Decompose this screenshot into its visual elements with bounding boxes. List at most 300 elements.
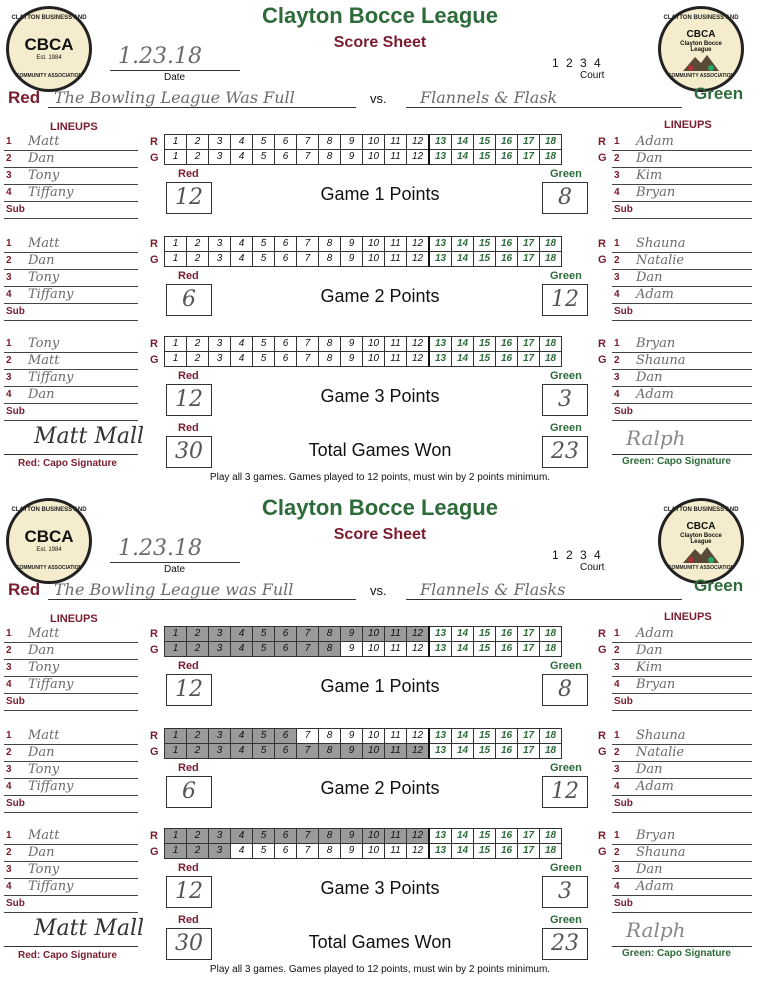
mountain-icon xyxy=(683,545,719,563)
score-cell[interactable]: 9 xyxy=(341,729,363,744)
score-cell[interactable]: 13 xyxy=(429,337,452,352)
score-cell[interactable]: 11 xyxy=(385,337,407,352)
score-cell[interactable]: 17 xyxy=(518,729,540,744)
player-name: Matt xyxy=(28,626,60,641)
score-cell[interactable]: 4 xyxy=(231,627,253,642)
row-label-green: G xyxy=(598,746,607,758)
player-name: Shauna xyxy=(636,353,686,368)
score-cell[interactable]: 14 xyxy=(452,744,474,759)
score-cell[interactable]: 3 xyxy=(209,237,231,252)
score-cell[interactable]: 3 xyxy=(209,729,231,744)
red-lineup-row xyxy=(4,677,138,694)
score-cell[interactable]: 17 xyxy=(518,135,540,150)
lineup-number: 4 xyxy=(614,389,620,400)
red-lineup-row xyxy=(4,862,138,879)
score-cell[interactable]: 10 xyxy=(363,642,385,657)
score-cell[interactable]: 16 xyxy=(496,337,518,352)
score-cell[interactable]: 17 xyxy=(518,237,540,252)
score-cell[interactable]: 8 xyxy=(319,352,341,367)
player-name: Shauna xyxy=(636,728,686,743)
score-cell[interactable]: 1 xyxy=(165,627,187,642)
score-cell[interactable]: 18 xyxy=(540,829,562,844)
row-label-green: G xyxy=(598,152,607,164)
score-cell[interactable]: 18 xyxy=(540,237,562,252)
score-cell[interactable]: 13 xyxy=(429,135,452,150)
game-points-label: Game 3 Points xyxy=(320,878,440,898)
red-lineup-row xyxy=(4,336,138,353)
lineup-number: 4 xyxy=(6,289,12,300)
score-cell[interactable]: 18 xyxy=(540,627,562,642)
score-cell[interactable]: 14 xyxy=(452,237,474,252)
score-cell[interactable]: 6 xyxy=(275,135,297,150)
score-cell[interactable]: 17 xyxy=(518,150,540,165)
score-cell[interactable]: 11 xyxy=(385,744,407,759)
score-cell[interactable]: 2 xyxy=(187,642,209,657)
score-cell[interactable]: 9 xyxy=(341,237,363,252)
score-cell[interactable]: 15 xyxy=(474,252,496,267)
score-cell[interactable]: 17 xyxy=(518,352,540,367)
score-cell[interactable]: 18 xyxy=(540,844,562,859)
score-cell[interactable]: 2 xyxy=(187,627,209,642)
score-cell[interactable]: 8 xyxy=(319,252,341,267)
green-signature-line xyxy=(612,454,752,455)
score-cell[interactable]: 3 xyxy=(209,829,231,844)
lineup-number: 1 xyxy=(614,338,620,349)
score-cell[interactable]: 9 xyxy=(341,337,363,352)
vs-label: vs. xyxy=(370,583,387,598)
score-cell[interactable]: 4 xyxy=(231,237,253,252)
score-cell[interactable]: 8 xyxy=(319,729,341,744)
player-name: Tony xyxy=(28,168,60,183)
score-cell[interactable]: 14 xyxy=(452,829,474,844)
player-name: Kim xyxy=(636,660,663,675)
score-cell[interactable]: 13 xyxy=(429,627,452,642)
score-cell[interactable]: 2 xyxy=(187,829,209,844)
score-cell[interactable]: 7 xyxy=(297,237,319,252)
score-cell[interactable]: 5 xyxy=(253,729,275,744)
score-cell[interactable]: 8 xyxy=(319,844,341,859)
score-cell[interactable]: 15 xyxy=(474,352,496,367)
score-cell[interactable]: 9 xyxy=(341,252,363,267)
green-sub-row xyxy=(612,304,752,321)
sub-label: Sub xyxy=(614,898,633,909)
score-cell[interactable]: 15 xyxy=(474,135,496,150)
score-cell[interactable]: 18 xyxy=(540,135,562,150)
score-cell[interactable]: 5 xyxy=(253,744,275,759)
score-cell[interactable]: 1 xyxy=(165,642,187,657)
lineup-number: 4 xyxy=(6,881,12,892)
score-cell[interactable]: 10 xyxy=(363,627,385,642)
score-cell[interactable]: 10 xyxy=(363,744,385,759)
score-cell[interactable]: 2 xyxy=(187,252,209,267)
lineup-number: 4 xyxy=(6,781,12,792)
green-lineup-row xyxy=(612,185,752,202)
score-cell[interactable]: 7 xyxy=(297,135,319,150)
score-cell[interactable]: 2 xyxy=(187,337,209,352)
player-name: Tiffany xyxy=(28,370,74,385)
score-cell[interactable]: 12 xyxy=(407,844,430,859)
red-points-label: Red xyxy=(178,862,199,874)
score-cell[interactable]: 18 xyxy=(540,642,562,657)
score-cell[interactable]: 13 xyxy=(429,252,452,267)
score-cell[interactable]: 4 xyxy=(231,135,253,150)
score-cell[interactable]: 7 xyxy=(297,829,319,844)
score-cell[interactable]: 12 xyxy=(407,352,430,367)
score-cell[interactable]: 2 xyxy=(187,237,209,252)
score-cell[interactable]: 12 xyxy=(407,627,430,642)
score-cell[interactable]: 10 xyxy=(363,337,385,352)
green-lineup-row xyxy=(612,236,752,253)
score-cell[interactable]: 1 xyxy=(165,352,187,367)
score-cell[interactable]: 15 xyxy=(474,642,496,657)
court-numbers: 1 2 3 4 xyxy=(552,548,601,562)
score-cell[interactable]: 4 xyxy=(231,252,253,267)
lineup-number: 3 xyxy=(6,170,12,181)
player-name: Matt xyxy=(28,134,60,149)
score-cell[interactable]: 5 xyxy=(253,150,275,165)
score-cell[interactable]: 6 xyxy=(275,252,297,267)
score-cell[interactable]: 14 xyxy=(452,729,474,744)
score-cell[interactable]: 17 xyxy=(518,829,540,844)
score-cell[interactable]: 12 xyxy=(407,337,430,352)
score-cell[interactable]: 18 xyxy=(540,729,562,744)
score-cell[interactable]: 7 xyxy=(297,642,319,657)
lineup-number: 3 xyxy=(6,764,12,775)
score-cell[interactable]: 9 xyxy=(341,627,363,642)
score-cell[interactable]: 13 xyxy=(429,237,452,252)
score-cell[interactable]: 6 xyxy=(275,729,297,744)
score-cell[interactable]: 8 xyxy=(319,135,341,150)
green-lineup-row xyxy=(612,151,752,168)
score-cell[interactable]: 15 xyxy=(474,744,496,759)
score-cell[interactable]: 13 xyxy=(429,844,452,859)
score-cell[interactable]: 1 xyxy=(165,237,187,252)
row-label-green: G xyxy=(598,644,607,656)
score-cell[interactable]: 8 xyxy=(319,337,341,352)
score-cell[interactable]: 7 xyxy=(297,150,319,165)
lineup-number: 4 xyxy=(6,389,12,400)
score-cell[interactable]: 12 xyxy=(407,252,430,267)
score-cell[interactable]: 4 xyxy=(231,729,253,744)
score-cell[interactable]: 7 xyxy=(297,729,319,744)
score-cell[interactable]: 2 xyxy=(187,844,209,859)
score-cell[interactable]: 14 xyxy=(452,352,474,367)
green-points-box: 3 xyxy=(542,384,588,416)
score-cell[interactable]: 8 xyxy=(319,829,341,844)
score-cell[interactable]: 6 xyxy=(275,844,297,859)
score-cell[interactable]: 15 xyxy=(474,237,496,252)
red-lineup-row xyxy=(4,151,138,168)
lineup-number: 1 xyxy=(6,338,12,349)
score-cell[interactable]: 11 xyxy=(385,252,407,267)
score-cell[interactable]: 11 xyxy=(385,237,407,252)
red-team-line xyxy=(48,107,356,108)
lineup-number: 1 xyxy=(614,730,620,741)
score-cell[interactable]: 17 xyxy=(518,337,540,352)
score-cell[interactable]: 14 xyxy=(452,642,474,657)
score-cell[interactable]: 7 xyxy=(297,252,319,267)
player-name: Adam xyxy=(636,879,674,894)
score-cell[interactable]: 5 xyxy=(253,844,275,859)
score-cell[interactable]: 16 xyxy=(496,729,518,744)
red-lineup-row xyxy=(4,185,138,202)
score-cell[interactable]: 1 xyxy=(165,135,187,150)
score-cell[interactable]: 14 xyxy=(452,627,474,642)
score-grid xyxy=(164,728,562,759)
score-cell[interactable]: 17 xyxy=(518,627,540,642)
score-cell[interactable]: 6 xyxy=(275,642,297,657)
player-name: Matt xyxy=(28,236,60,251)
score-cell[interactable]: 4 xyxy=(231,744,253,759)
score-cell[interactable]: 9 xyxy=(341,642,363,657)
score-cell[interactable]: 16 xyxy=(496,252,518,267)
score-cell[interactable]: 9 xyxy=(341,135,363,150)
league-title: Clayton Bocce League xyxy=(262,3,498,28)
score-cell[interactable]: 4 xyxy=(231,337,253,352)
score-cell[interactable]: 15 xyxy=(474,627,496,642)
score-cell[interactable]: 6 xyxy=(275,150,297,165)
total-games-label: Total Games Won xyxy=(308,932,452,952)
date-line xyxy=(110,562,240,563)
score-cell[interactable]: 10 xyxy=(363,352,385,367)
score-cell[interactable]: 16 xyxy=(496,135,518,150)
score-cell[interactable]: 9 xyxy=(341,829,363,844)
score-cell[interactable]: 5 xyxy=(253,237,275,252)
score-cell[interactable]: 5 xyxy=(253,135,275,150)
score-cell[interactable]: 6 xyxy=(275,237,297,252)
vs-label: vs. xyxy=(370,91,387,106)
score-cell[interactable]: 12 xyxy=(407,729,430,744)
red-label: Red xyxy=(8,580,41,599)
score-cell[interactable]: 12 xyxy=(407,150,430,165)
score-cell[interactable]: 13 xyxy=(429,829,452,844)
green-lineup-row xyxy=(612,353,752,370)
score-cell[interactable]: 15 xyxy=(474,337,496,352)
score-cell[interactable]: 11 xyxy=(385,729,407,744)
score-cell[interactable]: 6 xyxy=(275,352,297,367)
score-cell[interactable]: 10 xyxy=(363,829,385,844)
score-cell[interactable]: 11 xyxy=(385,627,407,642)
score-cell[interactable]: 4 xyxy=(231,150,253,165)
score-cell[interactable]: 12 xyxy=(407,135,430,150)
score-cell[interactable]: 9 xyxy=(341,150,363,165)
score-cell[interactable]: 12 xyxy=(407,237,430,252)
score-cell[interactable]: 9 xyxy=(341,352,363,367)
score-cell[interactable]: 11 xyxy=(385,642,407,657)
score-cell[interactable]: 5 xyxy=(253,252,275,267)
score-cell[interactable]: 16 xyxy=(496,642,518,657)
score-grid-row-green xyxy=(165,352,562,367)
score-cell[interactable]: 3 xyxy=(209,135,231,150)
date-line xyxy=(110,70,240,71)
score-cell[interactable]: 18 xyxy=(540,352,562,367)
score-cell[interactable]: 8 xyxy=(319,627,341,642)
red-team-name: The Bowling League Was Full xyxy=(54,88,295,107)
score-cell[interactable]: 18 xyxy=(540,744,562,759)
score-cell[interactable]: 13 xyxy=(429,150,452,165)
score-cell[interactable]: 14 xyxy=(452,844,474,859)
score-cell[interactable]: 13 xyxy=(429,642,452,657)
score-cell[interactable]: 5 xyxy=(253,829,275,844)
score-cell[interactable]: 4 xyxy=(231,829,253,844)
score-cell[interactable]: 15 xyxy=(474,829,496,844)
score-cell[interactable]: 14 xyxy=(452,337,474,352)
score-cell[interactable]: 6 xyxy=(275,337,297,352)
score-cell[interactable]: 2 xyxy=(187,352,209,367)
score-cell[interactable]: 16 xyxy=(496,844,518,859)
score-cell[interactable]: 13 xyxy=(429,729,452,744)
score-cell[interactable]: 16 xyxy=(496,237,518,252)
red-lineup-row xyxy=(4,845,138,862)
score-cell[interactable]: 1 xyxy=(165,829,187,844)
row-label-red: R xyxy=(150,730,158,742)
date-value: 1.23.18 xyxy=(118,44,202,69)
score-cell[interactable]: 17 xyxy=(518,252,540,267)
score-cell[interactable]: 8 xyxy=(319,237,341,252)
score-cell[interactable]: 6 xyxy=(275,829,297,844)
score-cell[interactable]: 6 xyxy=(275,744,297,759)
score-cell[interactable]: 11 xyxy=(385,150,407,165)
score-cell[interactable]: 14 xyxy=(452,150,474,165)
red-lineup-row xyxy=(4,728,138,745)
green-points-box: 12 xyxy=(542,776,588,808)
score-cell[interactable]: 7 xyxy=(297,352,319,367)
player-name: Dan xyxy=(636,862,663,877)
lineup-number: 3 xyxy=(6,864,12,875)
game-points-label: Game 2 Points xyxy=(320,286,440,306)
score-cell[interactable]: 3 xyxy=(209,150,231,165)
score-cell[interactable]: 16 xyxy=(496,150,518,165)
score-cell[interactable]: 16 xyxy=(496,829,518,844)
score-cell[interactable]: 3 xyxy=(209,352,231,367)
score-cell[interactable]: 8 xyxy=(319,150,341,165)
score-cell[interactable]: 10 xyxy=(363,252,385,267)
score-cell[interactable]: 1 xyxy=(165,252,187,267)
logo-ring-top: CLAYTON BUSINESS AND xyxy=(11,507,87,513)
lineup-number: 1 xyxy=(614,628,620,639)
score-cell[interactable]: 4 xyxy=(231,642,253,657)
score-cell[interactable]: 7 xyxy=(297,744,319,759)
score-cell[interactable]: 4 xyxy=(231,352,253,367)
score-cell[interactable]: 14 xyxy=(452,252,474,267)
score-cell[interactable]: 8 xyxy=(319,642,341,657)
score-cell[interactable]: 2 xyxy=(187,729,209,744)
score-cell[interactable]: 9 xyxy=(341,844,363,859)
score-cell[interactable]: 16 xyxy=(496,627,518,642)
row-label-green: G xyxy=(150,746,159,758)
score-cell[interactable]: 17 xyxy=(518,642,540,657)
score-cell[interactable]: 5 xyxy=(253,337,275,352)
score-cell[interactable]: 3 xyxy=(209,252,231,267)
score-cell[interactable]: 12 xyxy=(407,642,430,657)
logo-abbr: CBCA xyxy=(686,521,716,532)
red-lineup-row xyxy=(4,134,138,151)
score-cell[interactable]: 11 xyxy=(385,352,407,367)
score-cell[interactable]: 2 xyxy=(187,135,209,150)
score-cell[interactable]: 15 xyxy=(474,729,496,744)
score-cell[interactable]: 15 xyxy=(474,844,496,859)
score-cell[interactable]: 12 xyxy=(407,744,430,759)
score-grid-row-red xyxy=(165,729,562,744)
score-cell[interactable]: 13 xyxy=(429,744,452,759)
score-cell[interactable]: 11 xyxy=(385,135,407,150)
score-cell[interactable]: 10 xyxy=(363,844,385,859)
score-cell[interactable]: 5 xyxy=(253,627,275,642)
green-lineup-row xyxy=(612,370,752,387)
green-points-label: Green xyxy=(550,370,582,382)
score-cell[interactable]: 11 xyxy=(385,829,407,844)
score-cell[interactable]: 1 xyxy=(165,744,187,759)
score-cell[interactable]: 13 xyxy=(429,352,452,367)
score-cell[interactable]: 10 xyxy=(363,150,385,165)
score-cell[interactable]: 8 xyxy=(319,744,341,759)
score-cell[interactable]: 17 xyxy=(518,744,540,759)
player-name: Bryan xyxy=(636,336,676,351)
score-cell[interactable]: 1 xyxy=(165,337,187,352)
player-name: Bryan xyxy=(636,185,676,200)
score-cell[interactable]: 7 xyxy=(297,337,319,352)
score-grid-row-green xyxy=(165,150,562,165)
score-cell[interactable]: 7 xyxy=(297,844,319,859)
score-cell[interactable]: 5 xyxy=(253,352,275,367)
score-cell[interactable]: 3 xyxy=(209,844,231,859)
score-cell[interactable]: 18 xyxy=(540,150,562,165)
score-cell[interactable]: 10 xyxy=(363,237,385,252)
lineup-number: 1 xyxy=(6,238,12,249)
score-cell[interactable]: 18 xyxy=(540,252,562,267)
score-cell[interactable]: 3 xyxy=(209,642,231,657)
sub-label: Sub xyxy=(6,306,25,317)
score-cell[interactable]: 1 xyxy=(165,729,187,744)
score-cell[interactable]: 10 xyxy=(363,729,385,744)
score-cell[interactable]: 16 xyxy=(496,744,518,759)
score-cell[interactable]: 3 xyxy=(209,627,231,642)
score-cell[interactable]: 11 xyxy=(385,844,407,859)
score-cell[interactable]: 5 xyxy=(253,642,275,657)
score-grid xyxy=(164,236,562,267)
score-cell[interactable]: 6 xyxy=(275,627,297,642)
score-cell[interactable]: 14 xyxy=(452,135,474,150)
score-cell[interactable]: 16 xyxy=(496,352,518,367)
score-cell[interactable]: 7 xyxy=(297,627,319,642)
score-cell[interactable]: 3 xyxy=(209,337,231,352)
row-label-red: R xyxy=(150,628,158,640)
red-lineup-row xyxy=(4,168,138,185)
rules-footer: Play all 3 games. Games played to 12 points, must win by 2 points minimum. xyxy=(209,472,551,483)
score-cell[interactable]: 1 xyxy=(165,844,187,859)
red-signature-line xyxy=(4,946,138,947)
green-points-box: 3 xyxy=(542,876,588,908)
green-lineups-label: LINEUPS xyxy=(664,611,712,623)
green-sub-row xyxy=(612,796,752,813)
score-cell[interactable]: 15 xyxy=(474,150,496,165)
player-name: Bryan xyxy=(636,828,676,843)
red-sub-row xyxy=(4,404,138,421)
score-cell[interactable]: 18 xyxy=(540,337,562,352)
score-cell[interactable]: 1 xyxy=(165,150,187,165)
score-cell[interactable]: 4 xyxy=(231,844,253,859)
score-cell[interactable]: 12 xyxy=(407,829,430,844)
score-cell[interactable]: 2 xyxy=(187,744,209,759)
score-cell[interactable]: 10 xyxy=(363,135,385,150)
red-lineup-row xyxy=(4,387,138,404)
score-cell[interactable]: 17 xyxy=(518,844,540,859)
score-cell[interactable]: 9 xyxy=(341,744,363,759)
green-label: Green xyxy=(694,576,744,595)
score-cell[interactable]: 3 xyxy=(209,744,231,759)
red-points-box: 12 xyxy=(166,674,212,706)
score-cell[interactable]: 2 xyxy=(187,150,209,165)
